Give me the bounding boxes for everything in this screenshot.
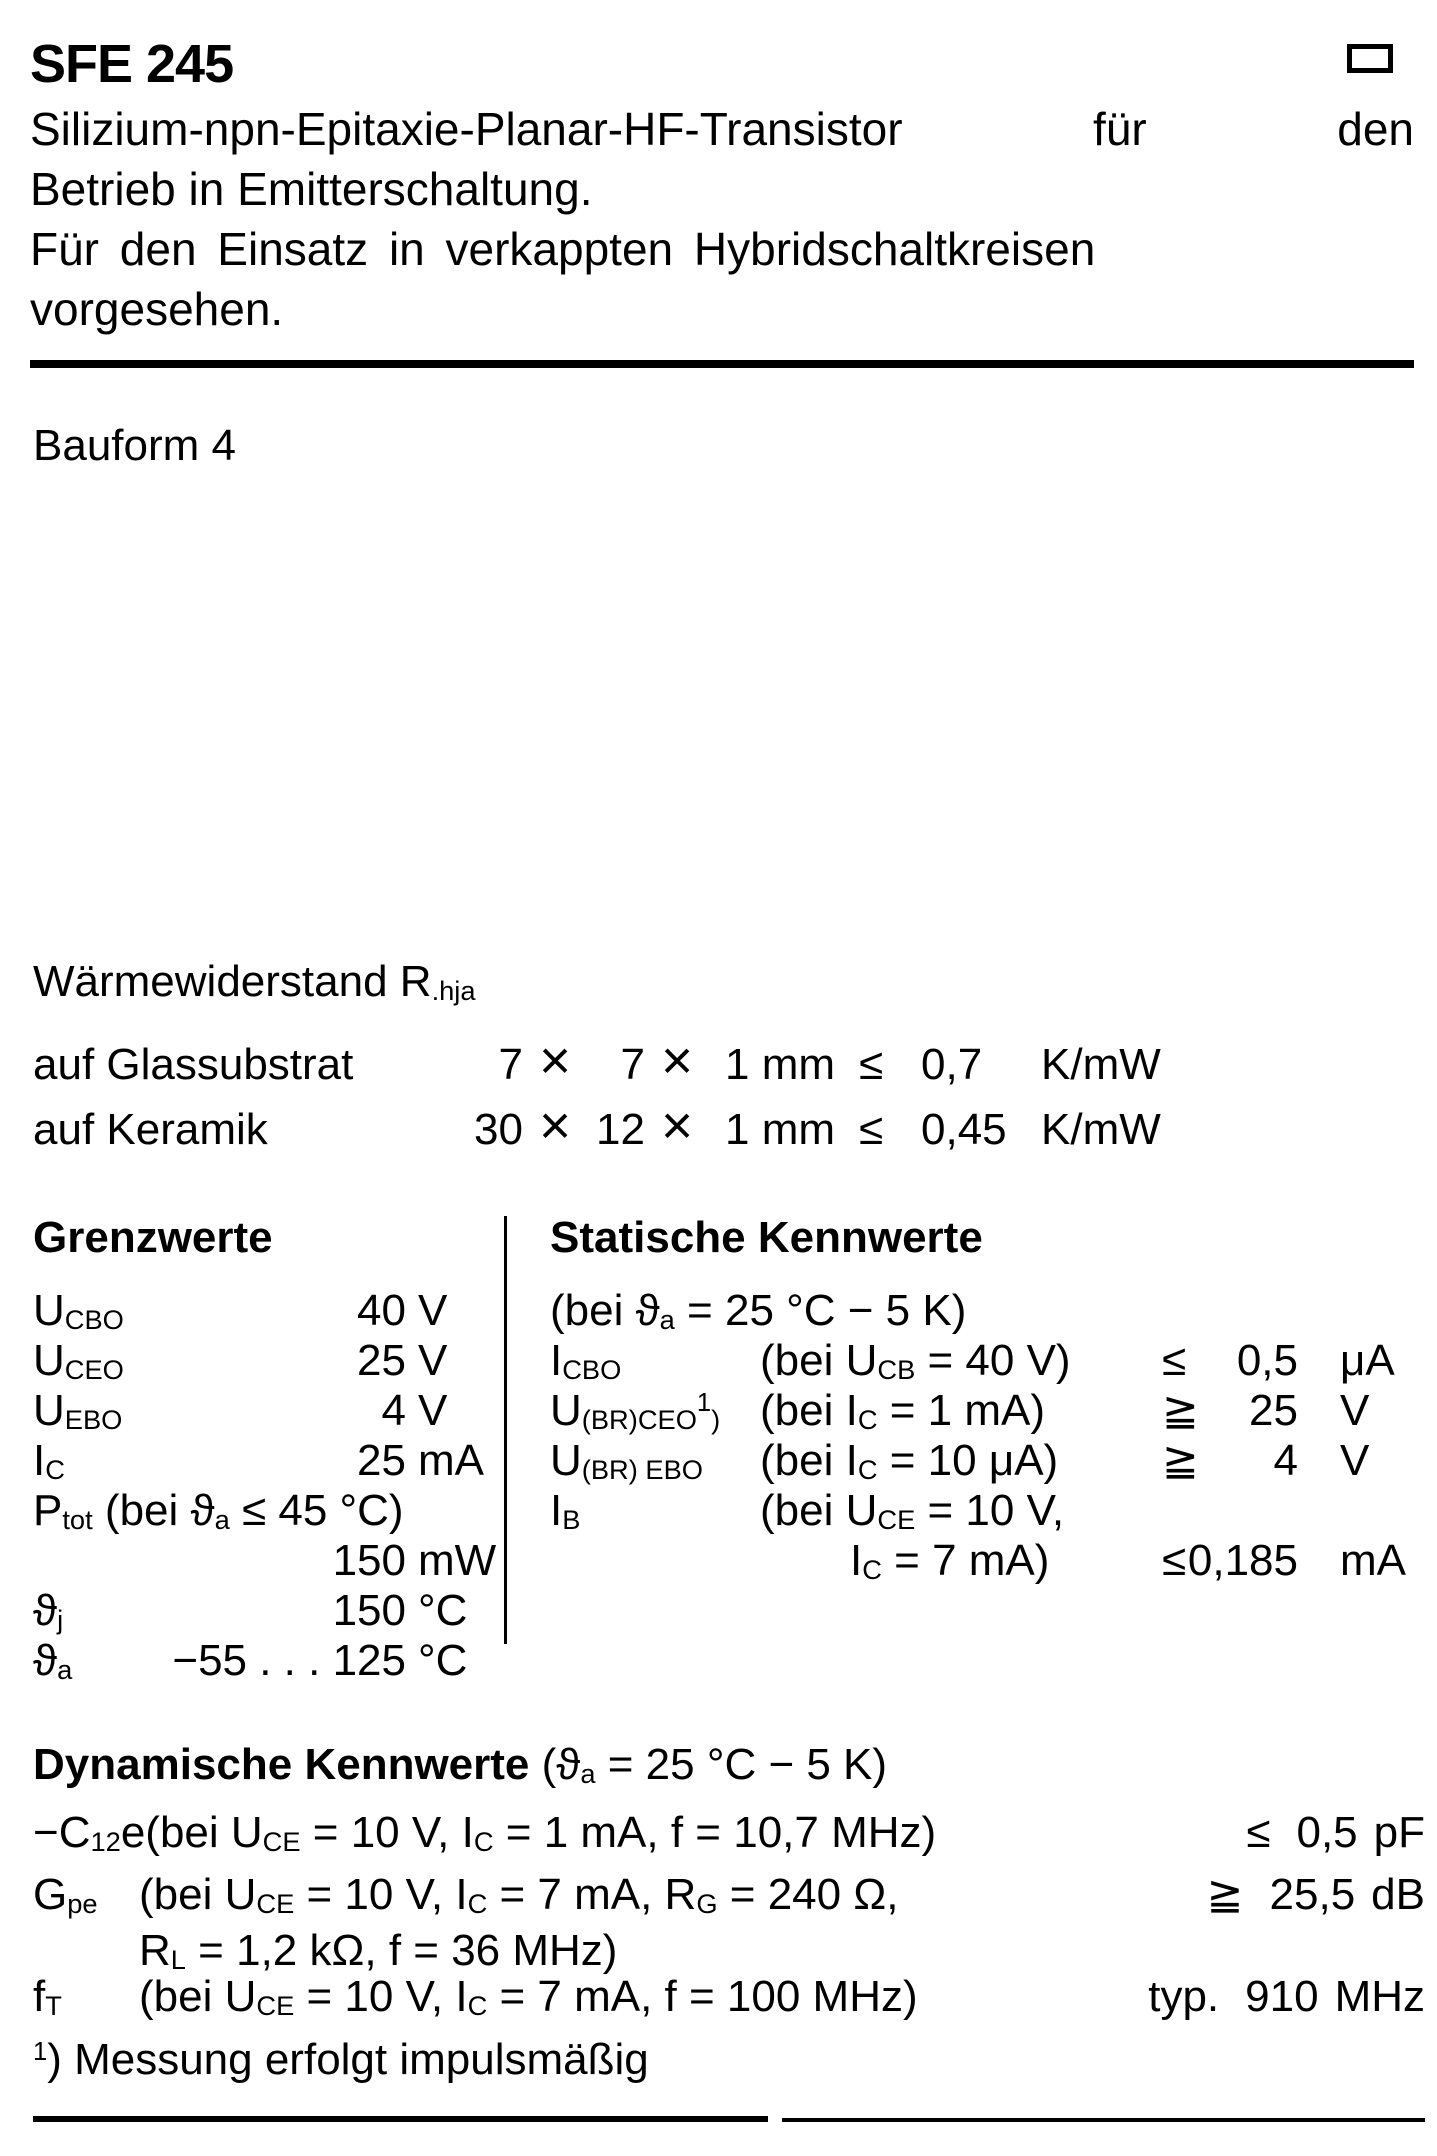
static-unit: V: [1340, 1386, 1370, 1435]
limit-row: [33, 1486, 503, 1536]
limit-value: 150: [332, 1536, 406, 1585]
dynamic-unit: pF: [1373, 1808, 1425, 1857]
comparator: ≤: [859, 1105, 884, 1154]
comparator: ≧: [1162, 1436, 1199, 1485]
description-line-2: Betrieb in Emitterschaltung.: [30, 163, 593, 215]
dimension-value: 30: [474, 1105, 523, 1154]
thermal-unit: K/mW: [1041, 1105, 1161, 1154]
thermal-row-label: auf Glassubstrat: [33, 1040, 354, 1089]
comparator: ≤: [1162, 1336, 1187, 1385]
limits-section: [33, 1213, 503, 1686]
limit-value: −55 . . . 125: [172, 1636, 406, 1685]
thermal-value: 0,7: [921, 1040, 983, 1089]
top-rule: [30, 360, 1414, 368]
description-paragraph: [30, 99, 1414, 339]
parameter-symbol: $ϑ_j$: [33, 1586, 64, 1635]
thermal-row-ceramic: [33, 1093, 1423, 1158]
limit-row: [33, 1586, 503, 1636]
limit-row: [33, 1386, 503, 1436]
parameter-symbol: $-C_{12}e$: [33, 1808, 146, 1857]
limits-heading: Grenzwerte: [33, 1213, 273, 1262]
comparator: typ.: [1148, 1972, 1220, 2021]
static-unit: V: [1340, 1436, 1370, 1485]
dynamic-value: 0,5: [1296, 1808, 1358, 1857]
limit-value: 150: [332, 1586, 406, 1635]
limit-row: [33, 1336, 503, 1386]
description-line-3: Für den Einsatz in verkappten Hybridschaltkreisen: [30, 223, 1096, 275]
limit-unit: mW: [418, 1536, 497, 1585]
dimension-value: 1 mm: [725, 1105, 835, 1154]
dynamic-heading: Dynamische Kennwerte: [33, 1740, 530, 1789]
static-row: [550, 1386, 1412, 1436]
test-condition: $I_C = 7$ mA): [850, 1536, 1050, 1585]
test-condition: (bei $I_C = 10$ μA): [760, 1436, 1059, 1485]
dimension-value: 7: [620, 1040, 645, 1089]
test-condition: (bei $U_{CB} = 40$ V): [760, 1336, 1071, 1385]
thermal-row-label: auf Keramik: [33, 1105, 268, 1154]
description-word: Silizium-npn-Epitaxie-Planar-HF-Transistor: [30, 103, 903, 155]
multiply-icon: ×: [538, 1094, 572, 1156]
conditions-text: (bei $ϑ_a = 25$ °C − 5 K): [550, 1286, 967, 1335]
thermal-value: 0,45: [921, 1105, 1007, 1154]
static-unit: mA: [1340, 1536, 1406, 1585]
comparator: ≤: [1162, 1536, 1187, 1585]
parameter-symbol: $U_{(BR) EBO}$: [550, 1436, 703, 1485]
thermal-unit: K/mW: [1041, 1040, 1161, 1089]
limit-value: 4: [381, 1386, 406, 1435]
bottom-rule-left: [33, 2116, 768, 2122]
description-word: für: [1093, 103, 1147, 155]
limit-unit: °C: [418, 1586, 468, 1635]
limit-row: [33, 1636, 503, 1686]
parameter-symbol: $G_{pe}$: [33, 1870, 98, 1919]
dynamic-row: [33, 1808, 1425, 1858]
footnote: $^1$) Messung erfolgt impulsmäßig: [33, 2035, 649, 2084]
static-value: 0,5: [1236, 1336, 1298, 1385]
test-condition: (bei $U_{CE} = 10$ V,: [760, 1486, 1065, 1535]
static-unit: μA: [1340, 1336, 1395, 1385]
dynamic-unit: MHz: [1334, 1972, 1425, 2021]
dynamic-heading-line: [33, 1740, 1425, 1790]
limit-row: [33, 1536, 503, 1586]
static-row: [550, 1336, 1412, 1386]
static-conditions-line: [550, 1286, 1412, 1336]
description-word: den: [1337, 103, 1414, 155]
parameter-symbol: $P_{tot}$ (bei $ϑ_a \le 45$ °C): [33, 1486, 404, 1535]
test-condition: $R_L = 1,2$ kΩ, f = 36 MHz): [139, 1926, 618, 1975]
parameter-symbol: $ϑ_a$: [33, 1636, 73, 1685]
limit-row: [33, 1286, 503, 1336]
limit-unit: °C: [418, 1636, 468, 1685]
test-condition: (bei $U_{CE} = 10$ V, $I_C = 7$ mA, f = 100 MHz): [139, 1972, 918, 2021]
parameter-symbol: $U_{EBO}$: [33, 1386, 123, 1435]
comparator: ≤: [859, 1040, 884, 1089]
parameter-symbol: $I_B$: [550, 1486, 581, 1535]
multiply-icon: ×: [660, 1029, 694, 1091]
test-condition: (bei $U_{CE} = 10$ V, $I_C = 1$ mA, f = 10,7 MHz): [145, 1808, 937, 1857]
parameter-symbol: $U_{CEO}$: [33, 1336, 124, 1385]
limit-unit: V: [418, 1336, 448, 1385]
static-value: 25: [1249, 1386, 1298, 1435]
parameter-symbol: $I_{CBO}$: [550, 1336, 622, 1385]
dynamic-row-continuation: [33, 1926, 1425, 1976]
dynamic-unit: dB: [1371, 1870, 1425, 1919]
parameter-symbol: $U_{CBO}$: [33, 1286, 124, 1335]
dimension-value: 7: [498, 1040, 523, 1089]
parameter-symbol: $I_C$: [33, 1436, 65, 1485]
dynamic-value: 25,5: [1269, 1870, 1356, 1919]
dimension-value: 12: [596, 1105, 645, 1154]
dynamic-row: [33, 1870, 1425, 1920]
static-row: [550, 1436, 1412, 1486]
description-line-4: vorgesehen.: [30, 283, 284, 335]
parameter-symbol: $U_{(BR)CEO}^1_)$: [550, 1386, 721, 1435]
multiply-icon: ×: [538, 1029, 572, 1091]
column-divider: [504, 1216, 507, 1644]
limit-row: [33, 1436, 503, 1486]
comparator: ≧: [1206, 1870, 1244, 1919]
parameter-symbol: $f_T$: [33, 1972, 62, 2021]
dynamic-row: [33, 1972, 1425, 2022]
bauform-label: Bauform 4: [33, 421, 236, 470]
thermal-row-glass: [33, 1028, 1423, 1093]
limit-unit: V: [418, 1286, 448, 1335]
static-row: [550, 1486, 1412, 1536]
test-condition: (bei $I_C = 1$ mA): [760, 1386, 1046, 1435]
limit-value: 40: [357, 1286, 406, 1335]
test-condition: (bei $U_{CE} = 10$ V, $I_C = 7$ mA, $R_G = 240$ Ω,: [139, 1870, 899, 1919]
thermal-resistance-heading: Wärmewiderstand $R_{.hja}$: [33, 957, 476, 1006]
limit-unit: mA: [418, 1436, 484, 1485]
dynamic-characteristics-section: [33, 1740, 1425, 2022]
thermal-resistance-table: [33, 1028, 1423, 1158]
dynamic-value: 910: [1245, 1972, 1319, 2021]
comparator: ≧: [1162, 1386, 1199, 1435]
comparator: ≤: [1246, 1808, 1271, 1857]
multiply-icon: ×: [660, 1094, 694, 1156]
limit-unit: V: [418, 1386, 448, 1435]
page-title: SFE 245: [30, 34, 234, 94]
static-value: 4: [1273, 1436, 1298, 1485]
page-marker-icon: [1347, 44, 1393, 73]
static-heading: Statische Kennwerte: [550, 1213, 983, 1262]
limit-value: 25: [357, 1436, 406, 1485]
static-value: 0,185: [1187, 1536, 1298, 1585]
limit-value: 25: [357, 1336, 406, 1385]
bottom-rule-right: [782, 2118, 1425, 2122]
static-characteristics-section: [550, 1213, 1412, 1586]
description-line-1: [30, 99, 1414, 159]
dynamic-heading-conditions: ($ϑ_a = 25$ °C − 5 K): [541, 1740, 888, 1789]
static-row-continuation: [550, 1536, 1412, 1586]
dimension-value: 1 mm: [725, 1040, 835, 1089]
